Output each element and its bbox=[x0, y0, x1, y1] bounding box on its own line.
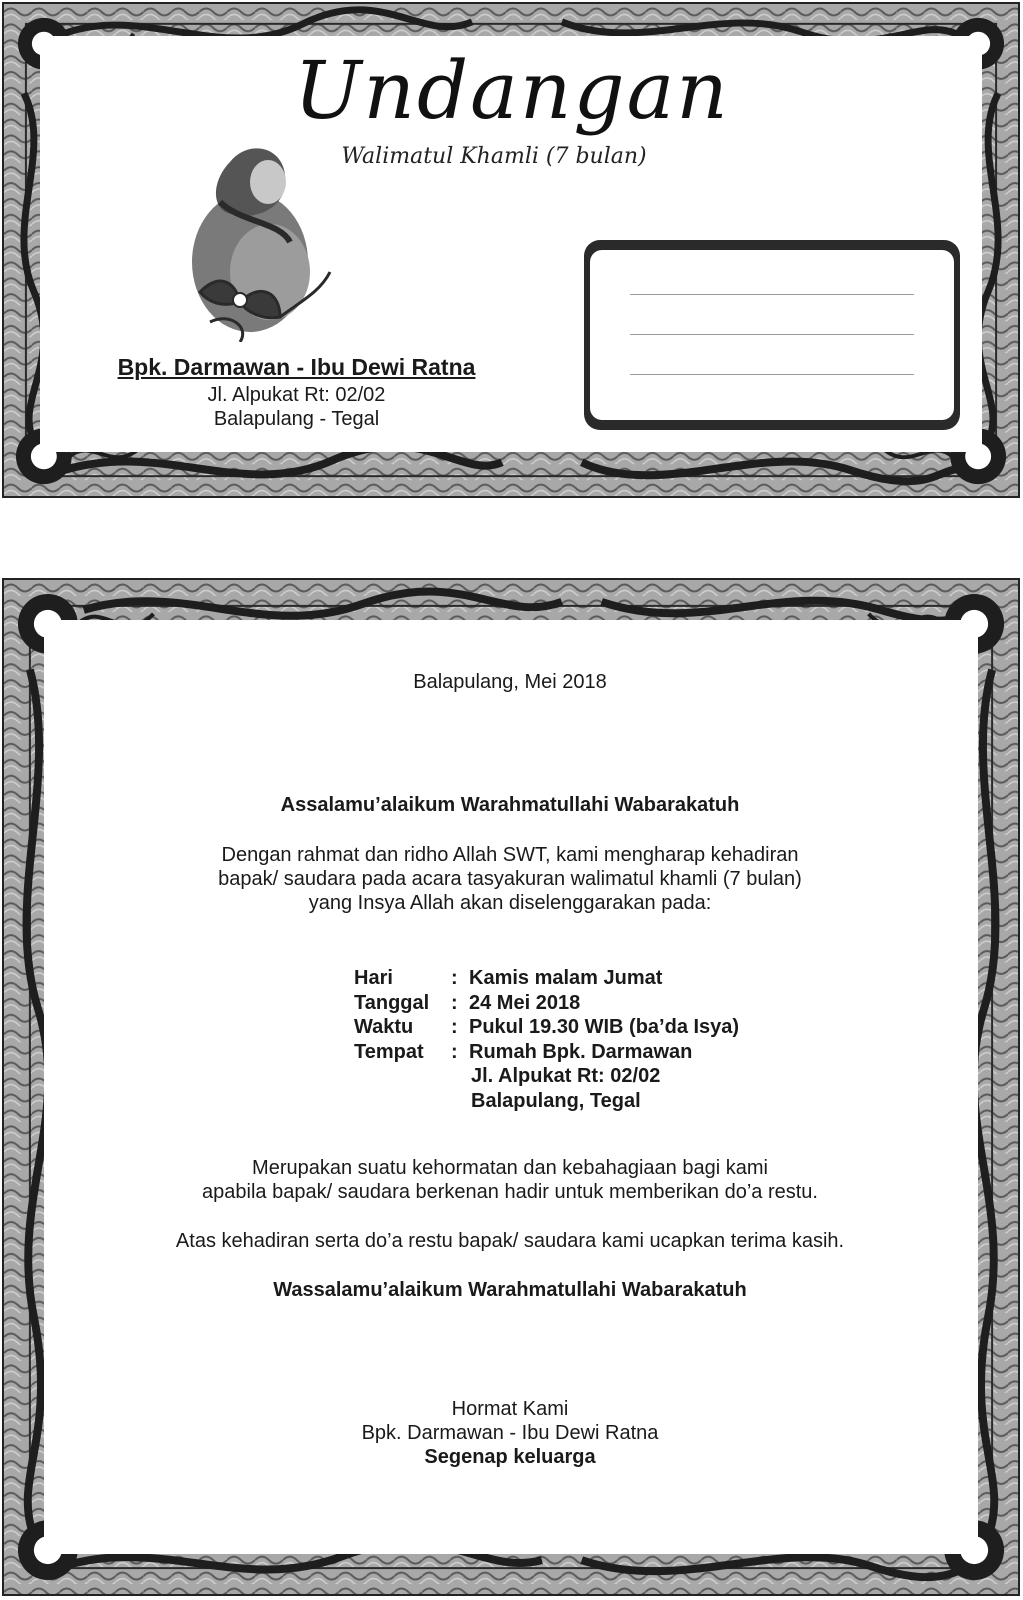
sender-address-city: Balapulang - Tegal bbox=[213, 408, 380, 430]
detail-label: Tanggal bbox=[354, 991, 430, 1014]
detail-row-date bbox=[354, 991, 874, 1016]
address-line bbox=[630, 374, 914, 375]
detail-value: Rumah Bpk. Darmawan bbox=[469, 1040, 693, 1063]
invitation-subtitle: Walimatul Khamli (7 bulan) bbox=[341, 144, 647, 169]
envelope-card bbox=[2, 2, 1020, 498]
detail-label: Tempat bbox=[354, 1040, 424, 1063]
detail-label: Waktu bbox=[354, 1016, 414, 1038]
detail-value: 24 Mei 2018 bbox=[469, 991, 581, 1014]
detail-place-street: Jl. Alpukat Rt: 02/02 bbox=[471, 1065, 661, 1087]
address-line bbox=[630, 334, 914, 335]
recipient-address-box bbox=[584, 240, 960, 430]
detail-separator: : bbox=[451, 991, 458, 1014]
detail-value: Kamis malam Jumat bbox=[469, 967, 663, 989]
detail-place-city: Balapulang, Tegal bbox=[471, 1089, 641, 1112]
sender-address-street: Jl. Alpukat Rt: 02/02 bbox=[207, 384, 386, 406]
letter-intro-line: Dengan rahmat dan ridho Allah SWT, kami mengharap kehadiran bbox=[221, 844, 799, 866]
recipient-address-area bbox=[590, 250, 954, 420]
signature-names: Bpk. Darmawan - Ibu Dewi Ratna bbox=[361, 1422, 659, 1444]
letter-place-date: Balapulang, Mei 2018 bbox=[413, 671, 607, 693]
sender-name: Bpk. Darmawan - Ibu Dewi Ratna bbox=[117, 354, 476, 380]
detail-separator: : bbox=[451, 1040, 458, 1063]
letter-closing-line: Merupakan suatu kehormatan dan kebahagiaan bagi kami bbox=[252, 1157, 768, 1179]
letter-intro-line: yang Insya Allah akan diselenggarakan pada: bbox=[308, 892, 712, 914]
letter-intro-line: bapak/ saudara pada acara tasyakuran walimatul khamli (7 bulan) bbox=[218, 868, 802, 890]
detail-row-day bbox=[354, 966, 874, 991]
invitation-title: Undangan bbox=[294, 44, 730, 137]
event-details bbox=[354, 966, 874, 1113]
detail-value: Pukul 19.30 WIB (ba’da Isya) bbox=[469, 1016, 740, 1038]
detail-label: Hari bbox=[354, 967, 393, 989]
detail-separator: : bbox=[451, 1016, 458, 1038]
detail-separator: : bbox=[451, 967, 458, 989]
letter-closing-line: apabila bapak/ saudara berkenan hadir untuk memberikan do’a restu. bbox=[202, 1181, 818, 1203]
signature-family: Segenap keluarga bbox=[424, 1446, 596, 1468]
address-line bbox=[630, 294, 914, 295]
detail-row-place bbox=[354, 1040, 874, 1065]
letter-farewell: Wassalamu’alaikum Warahmatullahi Wabarakatuh bbox=[273, 1279, 747, 1301]
letter-thanks: Atas kehadiran serta do’a restu bapak/ saudara kami ucapkan terima kasih. bbox=[175, 1230, 845, 1252]
pregnant-woman-hijab-icon bbox=[180, 142, 340, 342]
letter-greeting: Assalamu’alaikum Warahmatullahi Wabarakatuh bbox=[280, 794, 740, 816]
signature-regards: Hormat Kami bbox=[451, 1398, 569, 1420]
detail-row-time bbox=[354, 1015, 874, 1040]
